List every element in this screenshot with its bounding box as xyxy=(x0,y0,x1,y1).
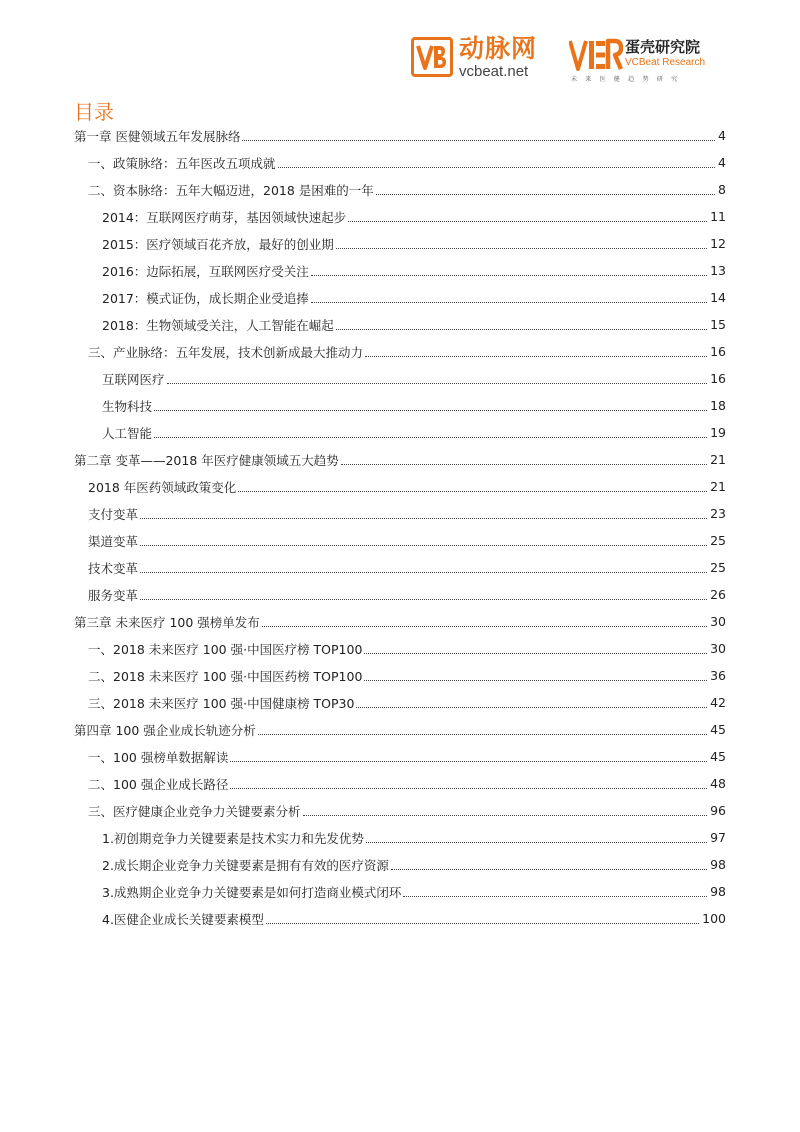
toc-entry-page: 36 xyxy=(710,668,726,683)
toc-entry[interactable] xyxy=(88,743,726,770)
toc-entry-label: 三、2018 未来医疗 100 强·中国健康榜 TOP30 xyxy=(88,695,355,711)
toc-entry-label: 二、2018 未来医疗 100 强·中国医药榜 TOP100 xyxy=(88,668,363,684)
toc-entry-page: 16 xyxy=(710,371,726,386)
toc-entry-label: 技术变革 xyxy=(88,560,139,576)
toc-entry-page: 100 xyxy=(702,911,726,926)
toc-entry-label: 第四章 100 强企业成长轨迹分析 xyxy=(74,722,256,738)
toc-entry[interactable] xyxy=(102,878,726,905)
toc-entry[interactable] xyxy=(88,689,726,716)
vcbeat-research-slogan: 未 来 医 健 趋 势 研 究 xyxy=(571,76,681,83)
toc-entry[interactable] xyxy=(102,905,726,932)
toc-entry-label: 4.医健企业成长关键要素模型 xyxy=(102,911,264,927)
toc-entry-page: 45 xyxy=(710,749,726,764)
toc-entry-label: 第一章 医健领域五年发展脉络 xyxy=(74,128,241,144)
toc-entry-page: 30 xyxy=(710,641,726,656)
vcbeat-research-logo-icon xyxy=(569,38,623,72)
toc-entry-label: 生物科技 xyxy=(102,398,153,414)
toc-entry[interactable] xyxy=(88,554,726,581)
toc-entry-label: 2018 年医药领域政策变化 xyxy=(88,479,237,495)
toc-entry[interactable] xyxy=(74,122,726,149)
toc-entry[interactable] xyxy=(88,176,726,203)
toc-entry-page: 23 xyxy=(710,506,726,521)
toc-entry-page: 26 xyxy=(710,587,726,602)
toc-entry-page: 13 xyxy=(710,263,726,278)
toc-entry-page: 25 xyxy=(710,560,726,575)
toc-entry-page: 4 xyxy=(718,128,726,143)
toc-entry-page: 18 xyxy=(710,398,726,413)
toc-entry-page: 12 xyxy=(710,236,726,251)
toc-entry-label: 渠道变革 xyxy=(88,533,139,549)
toc-entry[interactable] xyxy=(88,662,726,689)
toc-entry[interactable] xyxy=(74,716,726,743)
toc-entry[interactable] xyxy=(102,365,726,392)
toc-entry[interactable] xyxy=(88,797,726,824)
vcbeat-research-brand-cn: 蛋壳研究院 xyxy=(625,38,701,56)
toc-entry[interactable] xyxy=(88,500,726,527)
toc-entry[interactable] xyxy=(102,257,726,284)
toc-entry-page: 45 xyxy=(710,722,726,737)
toc-entry-label: 2018：生物领域受关注，人工智能在崛起 xyxy=(102,317,334,333)
toc-entry[interactable] xyxy=(102,392,726,419)
toc-entry[interactable] xyxy=(102,230,726,257)
toc-entry[interactable] xyxy=(74,446,726,473)
toc-entry-page: 48 xyxy=(710,776,726,791)
toc-entry-page: 42 xyxy=(710,695,726,710)
toc-entry-page: 4 xyxy=(718,155,726,170)
toc-entry-page: 96 xyxy=(710,803,726,818)
toc-entry-label: 服务变革 xyxy=(88,587,139,603)
toc-entry-page: 8 xyxy=(718,182,726,197)
toc-entry[interactable] xyxy=(88,473,726,500)
vcbeat-brand-en: vcbeat.net xyxy=(459,63,529,80)
toc-entry-page: 21 xyxy=(710,452,726,467)
toc-entry-label: 一、100 强榜单数据解读 xyxy=(88,749,229,765)
vcbeat-brand-cn: 动脉网 xyxy=(459,34,538,63)
toc-entry-label: 支付变革 xyxy=(88,506,139,522)
toc-entry[interactable] xyxy=(102,419,726,446)
vcbeat-research-brand-en: VCBeat Research xyxy=(625,57,706,68)
toc-entry-label: 人工智能 xyxy=(102,425,153,441)
toc-entry-label: 第三章 未来医疗 100 强榜单发布 xyxy=(74,614,260,630)
vcbeat-brand xyxy=(459,35,537,80)
toc-title: 目录 xyxy=(74,100,114,124)
toc-entry-label: 1.初创期竞争力关键要素是技术实力和先发优势 xyxy=(102,830,364,846)
toc-entry-page: 98 xyxy=(710,884,726,899)
toc-entry-label: 二、资本脉络：五年大幅迈进，2018 是困难的一年 xyxy=(88,182,374,198)
toc-entry-page: 25 xyxy=(710,533,726,548)
toc-entry-page: 11 xyxy=(710,209,726,224)
toc-entry-label: 2017：模式证伪，成长期企业受追捧 xyxy=(102,290,309,306)
toc-entry-page: 98 xyxy=(710,857,726,872)
toc-entry-page: 14 xyxy=(710,290,726,305)
toc-entry[interactable] xyxy=(88,770,726,797)
toc-entry-label: 三、医疗健康企业竞争力关键要素分析 xyxy=(88,803,301,819)
toc-entry-label: 互联网医疗 xyxy=(102,371,165,387)
toc-entry[interactable] xyxy=(102,311,726,338)
toc-entry[interactable] xyxy=(88,149,726,176)
toc-entry[interactable] xyxy=(102,203,726,230)
toc-entry-label: 3.成熟期企业竞争力关键要素是如何打造商业模式闭环 xyxy=(102,884,402,900)
toc-entry-page: 30 xyxy=(710,614,726,629)
toc-entry[interactable] xyxy=(88,338,726,365)
toc-entry[interactable] xyxy=(88,527,726,554)
toc-entry-label: 2015：医疗领域百花齐放，最好的创业期 xyxy=(102,236,334,252)
toc-entry-label: 2.成长期企业竞争力关键要素是拥有有效的医疗资源 xyxy=(102,857,389,873)
toc-entry[interactable] xyxy=(102,284,726,311)
toc-entry-label: 2016：边际拓展，互联网医疗受关注 xyxy=(102,263,309,279)
toc-entry-label: 第二章 变革——2018 年医疗健康领域五大趋势 xyxy=(74,452,339,468)
vcbeat-research-brand xyxy=(571,38,706,83)
toc-entry-label: 二、100 强企业成长路径 xyxy=(88,776,229,792)
toc-entry[interactable] xyxy=(88,635,726,662)
toc-entry-label: 三、产业脉络：五年发展，技术创新成最大推动力 xyxy=(88,344,364,360)
toc-entry-page: 19 xyxy=(710,425,726,440)
toc-entry-page: 97 xyxy=(710,830,726,845)
toc-entry[interactable] xyxy=(102,824,726,851)
toc-entry[interactable] xyxy=(88,581,726,608)
toc-entry-label: 2014：互联网医疗萌芽，基因领域快速起步 xyxy=(102,209,347,225)
toc-entry-label: 一、政策脉络：五年医改五项成就 xyxy=(88,155,276,171)
toc-entry-page: 15 xyxy=(710,317,726,332)
toc-entry-page: 16 xyxy=(710,344,726,359)
toc-entry[interactable] xyxy=(102,851,726,878)
toc-entry-page: 21 xyxy=(710,479,726,494)
toc-entry[interactable] xyxy=(74,608,726,635)
vcbeat-logo-icon xyxy=(411,37,453,77)
toc-entry-label: 一、2018 未来医疗 100 强·中国医疗榜 TOP100 xyxy=(88,641,363,657)
